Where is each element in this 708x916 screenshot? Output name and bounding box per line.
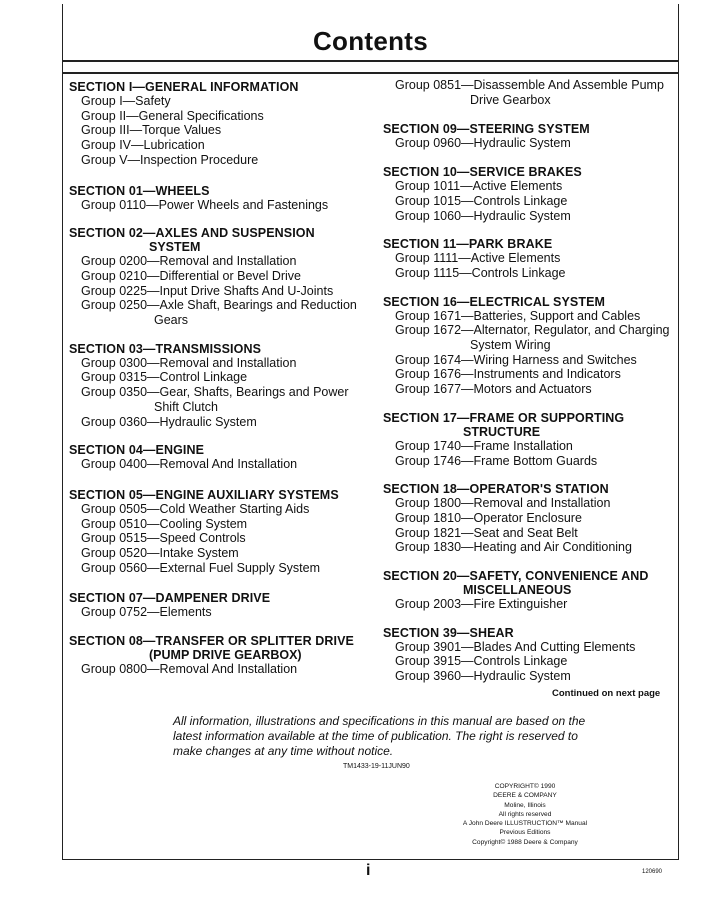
toc-group-entry[interactable]: Group 1677—Motors and Actuators [395,382,592,397]
frame-right-rule [678,4,679,860]
toc-group-entry[interactable]: Group 1810—Operator Enclosure [395,510,582,525]
contents-right-column [383,80,673,684]
copyright-line: COPYRIGHT© 1990 [494,783,556,790]
section-heading[interactable]: SECTION 03—TRANSMISSIONS [69,341,262,356]
toc-section [383,626,673,684]
toc-section [69,80,369,168]
toc-group-entry[interactable]: Group 0960—Hydraulic System [395,136,571,151]
toc-group-entry[interactable]: Group II—General Specifications [81,108,264,123]
toc-group-entry[interactable]: Group IV—Lubrication [81,138,205,153]
toc-group-entry[interactable]: Group 0560—External Fuel Supply System [81,560,321,575]
toc-group-entry[interactable]: Group 3901—Blades And Cutting Elements [395,639,636,654]
toc-section [69,634,369,677]
toc-group-entry[interactable]: Group 0510—Cooling System [81,516,248,531]
toc-group-entry[interactable]: Group 1015—Controls Linkage [395,193,568,208]
toc-group-entry[interactable]: Group 1011—Active Elements [395,179,563,194]
toc-group-entry[interactable]: Group 0400—Removal And Installation [81,457,298,472]
toc-group-entry[interactable]: Group 1115—Controls Linkage [395,265,566,280]
toc-group-entry-continued: Gears [154,313,189,328]
toc-section [383,78,673,107]
toc-group-entry[interactable]: Group 1672—Alternator, Regulator, and Charging [395,323,670,338]
section-heading[interactable]: SECTION 07—DAMPENER DRIVE [69,591,271,606]
toc-group-entry[interactable]: Group 0360—Hydraulic System [81,414,257,429]
toc-group-entry[interactable]: Group 0315—Control Linkage [81,370,248,385]
toc-section [69,488,369,576]
toc-group-entry[interactable]: Group 0300—Removal and Installation [81,355,297,370]
toc-section [69,591,369,620]
toc-section [383,295,673,397]
toc-group-entry-continued: Drive Gearbox [470,92,551,107]
frame-left-rule [62,4,63,860]
toc-section [383,122,673,151]
toc-group-entry[interactable]: Group 0520—Intake System [81,546,239,561]
toc-group-entry[interactable]: Group 0110—Power Wheels and Fastenings [81,197,329,212]
section-heading[interactable]: SECTION I—GENERAL INFORMATION [69,80,299,94]
toc-group-entry[interactable]: Group 1821—Seat and Seat Belt [395,525,578,540]
section-heading[interactable]: SECTION 10—SERVICE BRAKES [383,165,582,180]
toc-section [69,342,369,430]
toc-group-entry[interactable]: Group 1111—Active Elements [395,251,561,266]
copyright-line: DEERE & COMPANY [493,792,557,800]
copyright-line: Moline, Illinois [504,801,546,809]
toc-group-entry[interactable]: Group 1060—Hydraulic System [395,208,571,223]
toc-group-entry[interactable]: Group 0350—Gear, Shafts, Bearings and Power [81,385,349,400]
section-heading[interactable]: SECTION 11—PARK BRAKE [383,237,553,252]
toc-section [383,165,673,223]
toc-group-entry[interactable]: Group 0210—Differential or Bevel Drive [81,268,302,283]
toc-group-entry[interactable]: Group 0851—Disassemble And Assemble Pump [395,78,664,92]
section-heading[interactable]: SECTION 17—FRAME OR SUPPORTING [383,410,625,425]
toc-group-entry[interactable]: Group 0250—Axle Shaft, Bearings and Reduction [81,298,357,313]
section-heading[interactable]: SECTION 09—STEERING SYSTEM [383,122,590,137]
toc-section [383,237,673,280]
page-number: i [366,862,371,879]
contents-top-rule [62,72,679,74]
section-heading-continued: SYSTEM [149,240,201,255]
tm-number: TM1433-19-11JUN90 [343,763,410,770]
toc-group-entry[interactable]: Group 1671—Batteries, Support and Cables [395,308,641,323]
section-heading-continued: MISCELLANEOUS [463,583,572,598]
toc-group-entry[interactable]: Group 0200—Removal and Installation [81,254,297,269]
toc-group-entry[interactable]: Group 2003—Fire Extinguisher [395,597,568,612]
section-heading-continued: (PUMP DRIVE GEARBOX) [149,648,302,663]
toc-section [69,184,369,213]
toc-group-entry[interactable]: Group 3960—Hydraulic System [395,669,571,684]
copyright-block [440,782,610,847]
continued-note: Continued on next page [552,688,661,699]
copyright-line: A John Deere ILLUSTRUCTION™ Manual [462,820,588,828]
page-title: Contents [312,26,429,56]
toc-group-entry-continued: System Wiring [470,338,551,353]
section-heading[interactable]: SECTION 05—ENGINE AUXILIARY SYSTEMS [69,487,339,502]
toc-group-entry[interactable]: Group 3915—Controls Linkage [395,654,568,669]
title-rule [62,60,679,62]
toc-group-entry[interactable]: Group 1746—Frame Bottom Guards [395,453,598,468]
section-heading[interactable]: SECTION 18—OPERATOR'S STATION [383,482,609,497]
toc-group-entry[interactable]: Group 1800—Removal and Installation [395,496,611,511]
disclaimer-text: All information, illustrations and specifications in this manual are based on the latest information available at the time of publication. The right is reserved to make changes at any time without notice. [173,714,586,758]
toc-section [383,411,673,468]
section-heading[interactable]: SECTION 01—WHEELS [69,183,210,198]
toc-section [69,443,369,472]
toc-group-entry[interactable]: Group III—Torque Values [81,123,222,138]
toc-group-entry[interactable]: Group 0225—Input Drive Shafts And U-Joints [81,283,334,298]
toc-section [383,482,673,555]
toc-group-entry[interactable]: Group 1674—Wiring Harness and Switches [395,352,637,367]
toc-section [69,226,369,328]
section-heading[interactable]: SECTION 08—TRANSFER OR SPLITTER DRIVE [69,634,354,649]
contents-left-column [69,80,369,677]
toc-group-entry[interactable]: Group V—Inspection Procedure [81,152,259,167]
toc-group-entry[interactable]: Group 0752—Elements [81,605,212,620]
section-heading[interactable]: SECTION 02—AXLES AND SUSPENSION [69,226,315,241]
toc-section [383,569,673,612]
section-heading[interactable]: SECTION 39—SHEAR [383,625,514,640]
toc-group-entry[interactable]: Group 0505—Cold Weather Starting Aids [81,501,310,516]
copyright-line: Previous Editions [499,829,551,837]
toc-group-entry[interactable]: Group 0800—Removal And Installation [81,662,298,677]
section-heading[interactable]: SECTION 04—ENGINE [69,443,205,458]
copyright-line: All rights reserved [498,810,552,818]
toc-group-entry[interactable]: Group 1676—Instruments and Indicators [395,367,621,382]
section-heading[interactable]: SECTION 20—SAFETY, CONVENIENCE AND [383,569,649,584]
copyright-line: Copyright© 1988 Deere & Company [472,838,578,846]
page-code: 120690 [642,869,663,875]
section-heading-continued: STRUCTURE [463,424,541,439]
toc-group-entry[interactable]: Group 1830—Heating and Air Conditioning [395,540,632,555]
toc-group-entry[interactable]: Group I—Safety [81,94,171,108]
section-heading[interactable]: SECTION 16—ELECTRICAL SYSTEM [383,294,606,309]
toc-group-entry[interactable]: Group 0515—Speed Controls [81,531,246,546]
toc-group-entry-continued: Shift Clutch [154,399,218,414]
toc-group-entry[interactable]: Group 1740—Frame Installation [395,438,573,453]
frame-bottom-rule [62,859,679,860]
